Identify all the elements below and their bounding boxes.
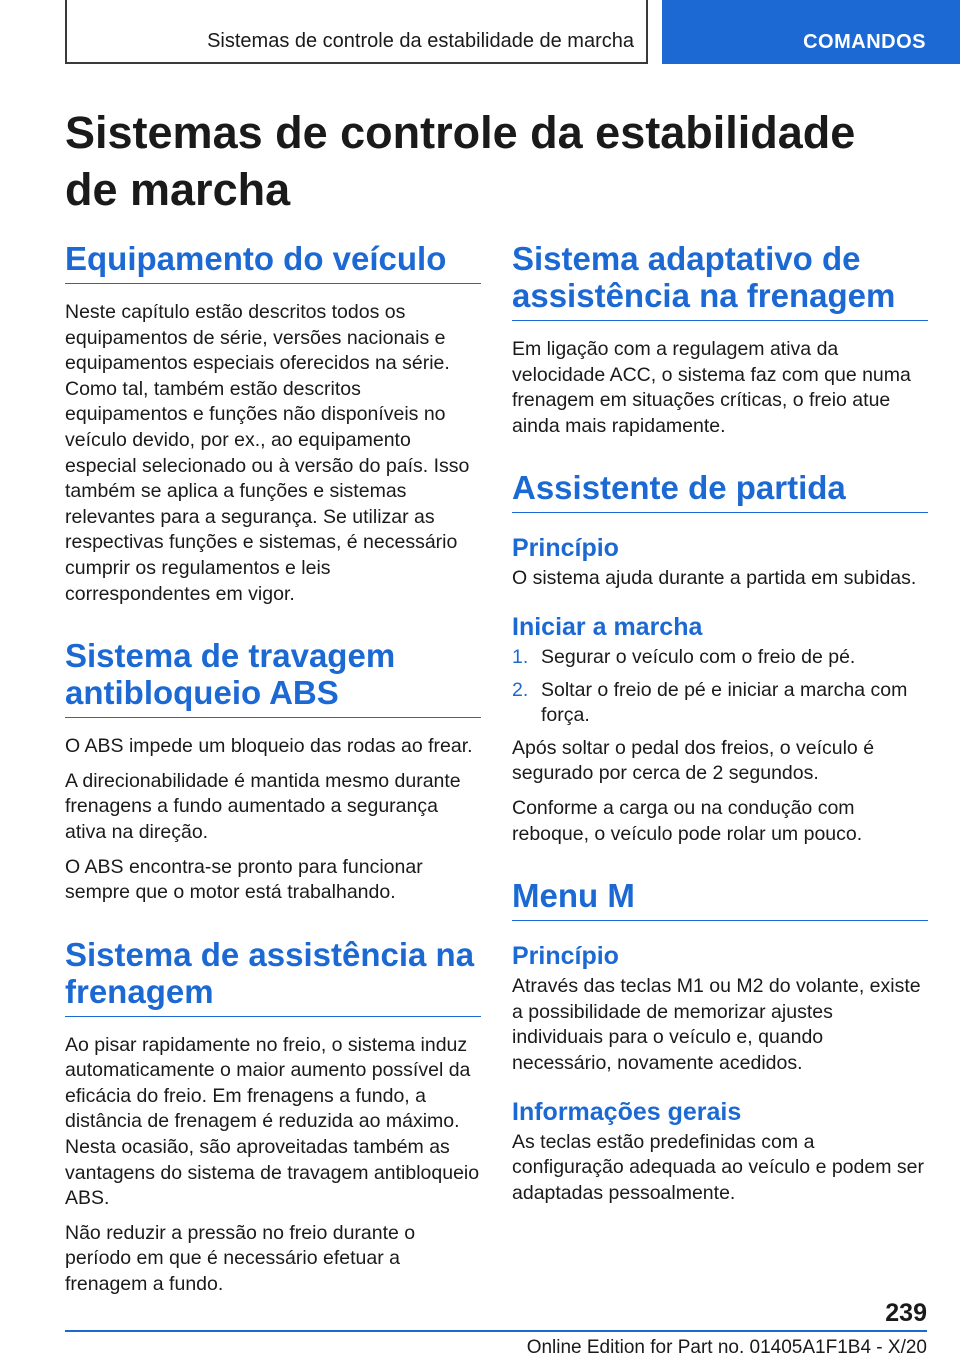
- list-item: [512, 678, 928, 729]
- paragraph: Através das teclas M1 ou M2 do volante, existe a possibilidade de memorizar ajustes individuais para o veículo e, quando necessário, novamente acedidos.: [512, 975, 921, 1074]
- paragraph: Neste capítulo estão descritos todos os equipamentos de série, versões nacionais e equipamentos especiais oferecidos na série. Como tal, também estão descritos equipamentos e funções não disponíveis no veículo devido, por ex., ao equipamento especial selecionado ou à versão do país. Isso também se aplica a funções e sistemas relevantes para a segurança. Se utilizar as respectivas funções e sistemas, é necessário cumprir os regulamentos e leis correspondentes em vigor.: [65, 301, 470, 605]
- paragraph: O sistema ajuda durante a partida em subidas.: [512, 567, 917, 590]
- left-column: [65, 240, 481, 1298]
- heading-brake-assist: Sistema de assistência na frenagem: [65, 936, 481, 1017]
- paragraph: O ABS encontra-se pronto para funcionar sempre que o motor está trabalhando.: [65, 855, 423, 904]
- heading-abs: Sistema de travagem antibloqueio ABS: [65, 637, 481, 718]
- step-number: 1.: [512, 645, 529, 668]
- heading-adaptive-brake-assist: Sistema adaptativo de assistência na frenagem: [512, 240, 928, 321]
- header-chapter-tab: [662, 0, 960, 64]
- footer-divider: [65, 1330, 927, 1332]
- paragraph: A direcionabilidade é mantida mesmo durante frenagens a fundo aumentado a segurança ativa na direção.: [65, 769, 461, 843]
- page-number: 239: [885, 1299, 927, 1327]
- subheading-general-info: Informações gerais: [512, 1097, 742, 1126]
- list-item: [512, 645, 928, 671]
- header-section-title: Sistemas de controle da estabilidade de marcha: [207, 30, 634, 52]
- subheading-principle: Princípio: [512, 534, 619, 563]
- step-text: Segurar o veículo com o freio de pé.: [541, 645, 856, 668]
- paragraph: Em ligação com a regulagem ativa da velocidade ACC, o sistema faz com que numa frenagem em situações críticas, o freio atue ainda mais rapidamente.: [512, 338, 911, 437]
- step-text: Soltar o freio de pé e iniciar a marcha com força.: [541, 678, 908, 727]
- steps-list: [512, 645, 928, 729]
- heading-hill-start-assist: Assistente de partida: [512, 469, 928, 513]
- footer-edition: Online Edition for Part no. 01405A1F1B4 - X/20: [526, 1337, 927, 1358]
- paragraph: Conforme a carga ou na condução com reboque, o veículo pode rolar um pouco.: [512, 796, 863, 845]
- heading-vehicle-equipment: Equipamento do veículo: [65, 240, 481, 284]
- subheading-start-driving: Iniciar a marcha: [512, 612, 703, 641]
- paragraph: O ABS impede um bloqueio das rodas ao frear.: [65, 735, 473, 758]
- right-column: [512, 240, 928, 1206]
- paragraph: Após soltar o pedal dos freios, o veículo é segurado por cerca de 2 segundos.: [512, 736, 875, 785]
- paragraph: Ao pisar rapidamente no freio, o sistema induz automaticamente o maior aumento possível da eficácia do freio. Em frenagens a fundo, a distância de frenagem é reduzida ao máximo. Nesta ocasião, são aproveitadas também as vantagens do sistema de travagem antibloqueio ABS.: [65, 1033, 480, 1210]
- header-section-box: [65, 0, 648, 64]
- step-number: 2.: [512, 678, 529, 701]
- subheading-principle: Princípio: [512, 942, 619, 971]
- paragraph: Não reduzir a pressão no freio durante o período em que é necessário efetuar a frenagem a fundo.: [65, 1221, 416, 1296]
- paragraph: As teclas estão predefinidas com a configuração adequada ao veículo e podem ser adaptadas pessoalmente.: [512, 1130, 924, 1204]
- header-chapter-label: COMANDOS: [803, 31, 926, 53]
- page-title: Sistemas de controle da estabilidade de marcha: [65, 107, 856, 215]
- heading-m-menu: Menu M: [512, 877, 928, 921]
